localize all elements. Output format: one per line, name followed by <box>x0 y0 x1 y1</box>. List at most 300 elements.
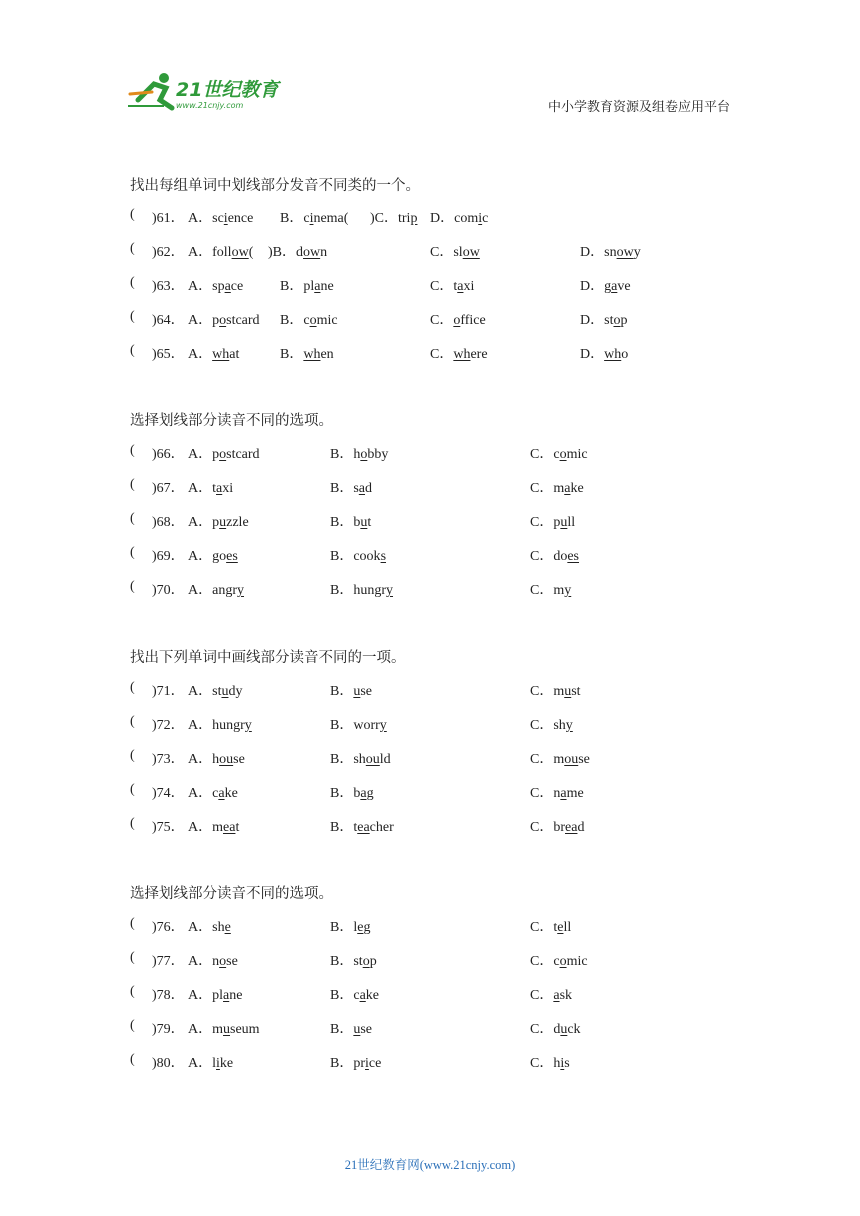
option-label: D． <box>580 347 605 362</box>
word-pre: t <box>212 481 217 496</box>
option <box>280 343 334 363</box>
answer-blank[interactable]: ( <box>130 1018 135 1033</box>
word-post: xi <box>222 481 234 496</box>
word-underlined: y <box>564 583 572 598</box>
option <box>330 511 371 531</box>
word-post: g <box>363 920 371 935</box>
option <box>188 511 249 531</box>
word-post: at <box>229 347 240 362</box>
word-pre: angr <box>212 583 238 598</box>
word-post: d <box>365 481 373 496</box>
word-underlined: es <box>226 549 238 564</box>
answer-blank[interactable]: ( <box>130 241 135 256</box>
answer-blank[interactable]: ( <box>130 477 135 492</box>
option <box>280 309 338 329</box>
option-label: C． <box>430 347 454 362</box>
option <box>530 477 584 497</box>
question-number: )67． <box>152 481 185 496</box>
option-label: A． <box>188 752 213 767</box>
word-underlined: ow <box>462 245 480 260</box>
word-pre: sn <box>604 245 617 260</box>
option-label: C． <box>430 245 454 260</box>
option-label: B． <box>280 347 304 362</box>
option-label: D． <box>580 313 605 328</box>
option <box>530 1018 581 1038</box>
option-label: A． <box>188 347 213 362</box>
word-underlined: o <box>559 447 567 462</box>
word-pre: p <box>212 447 220 462</box>
section-title: 选择划线部分读音不同的选项。 <box>130 886 333 902</box>
option-label: )B． <box>268 245 296 260</box>
word-underlined: ou <box>365 752 380 767</box>
option-label: B． <box>280 279 304 294</box>
word-pre: m <box>212 1022 224 1037</box>
answer-blank[interactable]: ( <box>130 714 135 729</box>
question-number: )72． <box>152 718 185 733</box>
option <box>430 309 486 329</box>
option <box>530 545 579 565</box>
option <box>330 1052 381 1072</box>
word-pre: st <box>604 313 614 328</box>
option-label: A． <box>188 279 213 294</box>
word-post: n <box>320 245 328 260</box>
runner-logo-icon <box>124 70 294 114</box>
question-number: )75． <box>152 820 185 835</box>
word-underlined: a <box>218 786 225 801</box>
option <box>330 816 394 836</box>
option-label: A． <box>188 549 213 564</box>
word-underlined: a <box>358 481 366 496</box>
word-underlined: y <box>386 583 394 598</box>
option <box>188 950 238 970</box>
option-label: A． <box>188 920 213 935</box>
word-pre: sc <box>212 211 224 226</box>
answer-blank[interactable]: ( <box>130 916 135 931</box>
question-number: )65． <box>152 347 185 362</box>
word-pre: st <box>212 684 222 699</box>
word-post: ke <box>224 786 238 801</box>
word-pre: b <box>353 786 361 801</box>
word-post: s <box>564 1056 570 1071</box>
word-underlined: i <box>223 211 228 226</box>
word-pre: h <box>553 1056 561 1071</box>
question-number: )77． <box>152 954 185 969</box>
option <box>530 748 590 768</box>
option <box>530 916 571 936</box>
word-underlined: p <box>410 211 418 226</box>
word-pre: sl <box>453 245 463 260</box>
option <box>430 275 474 295</box>
option-label: C． <box>530 820 554 835</box>
word-post: p <box>369 954 377 969</box>
option <box>530 714 573 734</box>
option <box>580 241 641 261</box>
footer-text: 21世纪教育网(www.21cnjy.com) <box>344 1158 516 1172</box>
word-underlined: e <box>557 920 564 935</box>
answer-blank[interactable]: ( <box>130 343 135 358</box>
word-pre: go <box>212 549 227 564</box>
option <box>330 916 370 936</box>
word-post: t <box>367 515 372 530</box>
answer-blank[interactable]: ( <box>130 984 135 999</box>
word-underlined: o <box>362 954 370 969</box>
word-pre: l <box>353 920 358 935</box>
word-underlined: ou <box>564 752 579 767</box>
word-underlined: a <box>360 786 367 801</box>
word-underlined: o <box>219 954 227 969</box>
option-label: A． <box>188 447 213 462</box>
option-label: A． <box>188 684 213 699</box>
word-underlined: a <box>359 988 366 1003</box>
word-pre: c <box>353 988 360 1003</box>
option <box>370 207 417 227</box>
word-pre: c <box>303 313 310 328</box>
option-label: A． <box>188 1056 213 1071</box>
word-underlined: a <box>553 988 560 1003</box>
answer-blank[interactable]: ( <box>130 816 135 831</box>
word-post: ke <box>570 481 584 496</box>
word-underlined: o <box>559 954 567 969</box>
option-label: C． <box>530 447 554 462</box>
word-pre: c <box>553 954 560 969</box>
option-label: C． <box>530 718 554 733</box>
option <box>268 241 327 261</box>
option <box>330 950 377 970</box>
word-pre: sp <box>212 279 225 294</box>
option <box>330 984 379 1004</box>
word-post: mic <box>316 313 338 328</box>
word-underlined: a <box>314 279 321 294</box>
word-underlined: a <box>560 786 567 801</box>
question-number: )64． <box>152 313 185 328</box>
word-post: sk <box>559 988 573 1003</box>
word-pre: d <box>553 1022 561 1037</box>
word-pre: d <box>296 245 303 260</box>
word-post: ence <box>227 211 254 226</box>
answer-blank[interactable]: ( <box>130 950 135 965</box>
option-label: B． <box>330 515 354 530</box>
word-underlined: y <box>379 718 387 733</box>
word-post: dy <box>228 684 243 699</box>
option <box>330 714 387 734</box>
word-pre: m <box>553 752 565 767</box>
word-underlined: ow <box>231 245 249 260</box>
word-underlined: o <box>219 313 227 328</box>
logo-text: 21世纪教育 <box>176 79 279 101</box>
word-post: se <box>578 752 590 767</box>
option <box>530 984 572 1004</box>
word-pre: sh <box>553 718 566 733</box>
word-post: p <box>620 313 628 328</box>
word-post: ke <box>219 1056 234 1071</box>
option <box>530 1052 570 1072</box>
word-pre: p <box>553 515 561 530</box>
option-label: A． <box>188 481 213 496</box>
option-label: B． <box>330 1022 354 1037</box>
word-underlined: u <box>353 684 361 699</box>
question-number: )80． <box>152 1056 185 1071</box>
option <box>188 477 233 497</box>
option <box>188 545 238 565</box>
section-title: 找出下列单词中画线部分读音不同的一项。 <box>130 650 406 666</box>
word-post: ve <box>617 279 631 294</box>
option-label: C． <box>430 313 454 328</box>
option-label: B． <box>330 1056 354 1071</box>
word-underlined: e <box>224 920 231 935</box>
word-pre: n <box>553 786 561 801</box>
word-pre: worr <box>353 718 380 733</box>
word-pre: cook <box>353 549 381 564</box>
question-number: )74． <box>152 786 185 801</box>
word-pre: p <box>212 313 220 328</box>
question-number: )78． <box>152 988 185 1003</box>
word-underlined: wh <box>604 347 622 362</box>
option-label: C． <box>530 549 554 564</box>
answer-blank[interactable]: ( <box>130 579 135 594</box>
option <box>430 343 488 363</box>
option-label: A． <box>188 313 213 328</box>
option <box>188 275 243 295</box>
option <box>188 343 239 363</box>
question-number: )69． <box>152 549 185 564</box>
word-post: ll <box>567 515 576 530</box>
option-label: D． <box>580 279 605 294</box>
word-underlined: o <box>360 447 368 462</box>
word-underlined: wh <box>453 347 471 362</box>
word-pre: com <box>454 211 479 226</box>
option-label: B． <box>280 313 304 328</box>
word-pre: pl <box>303 279 315 294</box>
word-post: mic <box>566 954 588 969</box>
option-label: )C． <box>370 211 398 226</box>
option <box>330 680 372 700</box>
word-underlined: i <box>478 211 483 226</box>
word-underlined: a <box>564 481 571 496</box>
option <box>330 477 372 497</box>
option-label: A． <box>188 515 213 530</box>
word-post: st <box>571 684 581 699</box>
option <box>580 309 627 329</box>
word-pre: hungr <box>212 718 245 733</box>
word-underlined: ow <box>616 245 634 260</box>
word-post: ll <box>563 920 572 935</box>
word-pre: do <box>553 549 568 564</box>
word-underlined: ea <box>565 820 578 835</box>
question-number: )66． <box>152 447 185 462</box>
word-post: y <box>633 245 641 260</box>
word-post: seum <box>230 1022 260 1037</box>
word-post: se <box>360 684 373 699</box>
option-label: B． <box>280 211 304 226</box>
answer-blank[interactable]: ( <box>130 545 135 560</box>
option-label: B． <box>330 820 354 835</box>
option <box>280 275 334 295</box>
answer-blank[interactable]: ( <box>130 680 135 695</box>
word-post: nema( <box>313 211 349 226</box>
word-underlined: ow <box>303 245 321 260</box>
word-pre: h <box>353 447 361 462</box>
word-pre: tri <box>398 211 411 226</box>
word-underlined: o <box>309 313 317 328</box>
word-pre: sh <box>353 752 366 767</box>
question-number: )63． <box>152 279 185 294</box>
option-label: C． <box>530 920 554 935</box>
option-label: A． <box>188 583 213 598</box>
question-number: )62． <box>152 245 185 260</box>
option-label: B． <box>330 718 354 733</box>
answer-blank[interactable]: ( <box>130 511 135 526</box>
option <box>188 579 244 599</box>
word-post: ke <box>365 988 379 1003</box>
option <box>330 782 374 802</box>
word-post: t <box>235 820 240 835</box>
word-pre: br <box>553 820 566 835</box>
option <box>188 1018 260 1038</box>
answer-blank[interactable]: ( <box>130 207 135 222</box>
option <box>188 309 260 329</box>
word-underlined: u <box>560 1022 568 1037</box>
header-platform-text: 中小学教育资源及组卷应用平台 <box>547 99 730 114</box>
question-number: )61． <box>152 211 185 226</box>
word-pre: m <box>553 583 565 598</box>
word-pre: t <box>453 279 458 294</box>
word-pre: n <box>212 954 220 969</box>
option-label: B． <box>330 988 354 1003</box>
word-pre: c <box>553 447 560 462</box>
word-post: ffice <box>460 313 486 328</box>
word-pre: pl <box>212 988 224 1003</box>
option-label: C． <box>530 752 554 767</box>
word-post: ( <box>248 245 254 260</box>
answer-blank[interactable]: ( <box>130 309 135 324</box>
option-label: A． <box>188 988 213 1003</box>
word-underlined: a <box>223 988 230 1003</box>
word-pre: st <box>353 954 363 969</box>
word-underlined: e <box>357 920 364 935</box>
word-pre: g <box>604 279 612 294</box>
word-post: ere <box>470 347 488 362</box>
word-underlined: a <box>224 279 231 294</box>
word-post: ck <box>567 1022 581 1037</box>
option-label: C． <box>530 1022 554 1037</box>
word-pre: m <box>553 684 565 699</box>
word-post: ce <box>230 279 244 294</box>
word-pre: p <box>212 515 220 530</box>
word-underlined: ea <box>357 820 370 835</box>
word-post: zzle <box>226 515 249 530</box>
answer-blank[interactable]: ( <box>130 1052 135 1067</box>
option <box>530 443 588 463</box>
option-label: A． <box>188 211 213 226</box>
option <box>580 343 628 363</box>
option-label: B． <box>330 583 354 598</box>
word-pre: c <box>212 786 219 801</box>
word-underlined: u <box>219 515 227 530</box>
option <box>530 950 588 970</box>
word-underlined: ou <box>219 752 234 767</box>
option-label: C． <box>530 583 554 598</box>
option <box>188 207 253 227</box>
option <box>530 680 581 700</box>
word-post: en <box>320 347 334 362</box>
word-pre: s <box>353 481 359 496</box>
word-pre: t <box>553 920 558 935</box>
word-underlined: ea <box>223 820 236 835</box>
option-label: B． <box>330 549 354 564</box>
word-pre: pr <box>353 1056 366 1071</box>
word-post: g <box>366 786 374 801</box>
option <box>580 275 631 295</box>
option-label: A． <box>188 954 213 969</box>
option-label: C． <box>530 988 554 1003</box>
option <box>188 984 242 1004</box>
word-post: cher <box>369 820 394 835</box>
option <box>188 782 238 802</box>
answer-blank[interactable]: ( <box>130 443 135 458</box>
option-label: C． <box>530 954 554 969</box>
option-label: B． <box>330 752 354 767</box>
answer-blank[interactable]: ( <box>130 748 135 763</box>
word-underlined: u <box>560 515 568 530</box>
word-underlined: a <box>611 279 618 294</box>
option-label: C． <box>530 481 554 496</box>
option-label: A． <box>188 820 213 835</box>
option <box>530 816 584 836</box>
word-underlined: y <box>244 718 252 733</box>
logo-url-text: www.21cnjy.com <box>176 101 244 110</box>
answer-blank[interactable]: ( <box>130 782 135 797</box>
option <box>188 1052 233 1072</box>
option <box>330 579 393 599</box>
word-pre: foll <box>212 245 232 260</box>
word-underlined: es <box>567 549 580 564</box>
word-pre: t <box>353 820 358 835</box>
question-number: )71． <box>152 684 185 699</box>
word-post: c <box>482 211 489 226</box>
word-pre: l <box>212 1056 217 1071</box>
option <box>530 579 571 599</box>
word-post: ld <box>379 752 391 767</box>
option <box>188 916 231 936</box>
word-post: me <box>566 786 584 801</box>
question-number: )79． <box>152 1022 185 1037</box>
option <box>530 782 584 802</box>
word-post: stcard <box>226 447 260 462</box>
word-post: bby <box>367 447 389 462</box>
option-label: B． <box>330 447 354 462</box>
option-label: C． <box>530 515 554 530</box>
word-underlined: o <box>219 447 227 462</box>
option <box>530 511 575 531</box>
option-label: D． <box>430 211 455 226</box>
answer-blank[interactable]: ( <box>130 275 135 290</box>
word-underlined: a <box>216 481 223 496</box>
word-post: ce <box>368 1056 382 1071</box>
option <box>330 443 388 463</box>
option-label: D． <box>580 245 605 260</box>
word-pre: b <box>353 515 361 530</box>
section-title: 选择划线部分读音不同的选项。 <box>130 413 333 429</box>
question-number: )68． <box>152 515 185 530</box>
word-underlined: wh <box>212 347 230 362</box>
word-underlined: u <box>360 515 368 530</box>
option <box>330 748 391 768</box>
word-pre: m <box>553 481 565 496</box>
option <box>330 1018 372 1038</box>
site-logo <box>124 70 294 114</box>
option-label: A． <box>188 786 213 801</box>
word-underlined: i <box>560 1056 565 1071</box>
